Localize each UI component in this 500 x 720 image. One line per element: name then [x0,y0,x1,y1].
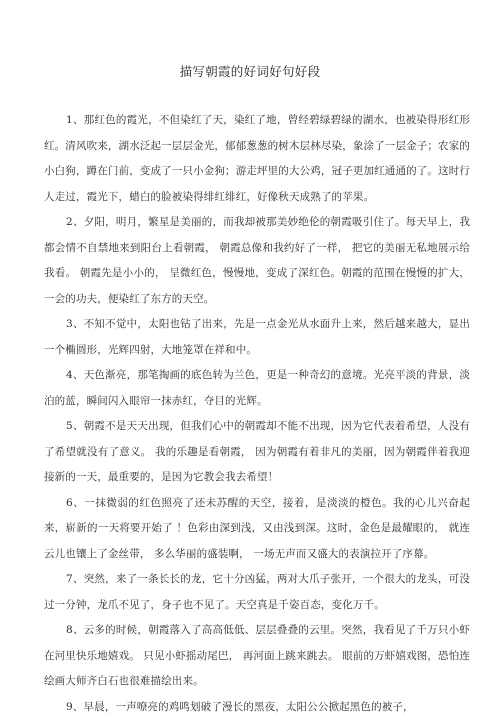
document-body [44,108,470,720]
paragraph-8: 8、云多的时候，朝霞落入了高高低低、层层叠叠的云里。突然，我看见了千万只小虾在河里快乐地嬉戏。 只见小虾摇动尾巴， 再河面上跳来跳去。 眼前的万虾嬉戏图，恐怕连绘画大师齐白石也很难描绘出来。 [44,618,470,695]
paragraph-5: 5、朝霞不是天天出现，但我们心中的朝霞却不能不出现，因为它代表着希望，人没有了希望就没有了意义。 我的乐趣是看朝霞， 因为朝霞有着非凡的美丽，因为朝霞伴着我迎接新的一天，最重要的，是因为它教会我去希望！ [44,414,470,491]
paragraph-4: 4、天色渐亮，那笔掏画的底色转为兰色，更是一种奇幻的意境。光亮平淡的背景，淡泊的蓝，瞬间闪入眼帘一抹赤红，夺目的光辉。 [44,363,470,414]
document-title: 描写朝霞的好词好句好段 [0,62,500,80]
paragraph-7: 7、突然，来了一条长长的龙，它十分凶猛，两对大爪子张开，一个很大的龙头，可没过一分钟，龙爪不见了，身子也不见了。天空真是千姿百态，变化万千。 [44,567,470,618]
paragraph-6: 6、一抹微弱的红色照亮了还未苏醒的天空，接着，是淡淡的橙色。我的心儿兴奋起来，崭新的一天将要开始了 ！色彩由深到浅，又由浅到深。这时，金色是最耀眼的， 就连云儿也镶上了金丝带， 多么华丽的盛装啊， 一场无声而又盛大的表演拉开了序幕。 [44,491,470,568]
paragraph-3: 3、不知不觉中，太阳也钻了出来，先是一点金光从水面升上来，然后越来越大，显出一个椭圆形，光辉四射，大地笼罩在祥和中。 [44,312,470,363]
paragraph-9: 9、早晨，一声嘹亮的鸡鸣划破了漫长的黑夜，太阳公公掀起黑色的被子， [44,695,470,720]
paragraph-1: 1、那红色的霞光，不但染红了天，染红了地，曾经碧绿碧绿的湖水，也被染得形红形红。清风吹来，湖水泛起一层层金光，郁郁葱葱的树木层林尽染，象涂了一层金子；农家的小白狗，蹲在门前，变成了一只小金狗；游走坪里的大公鸡，冠子更加红通通的了。这时行人走过，霞光下，蜡白的脸被染得绯红绯红，好像秋天成熟了的苹果。 [44,108,470,210]
paragraph-2: 2、夕阳，明月，繁星是美丽的，而我却被那美妙绝伦的朝霞吸引住了。每天早上，我都会情不自禁地来到阳台上看朝霞， 朝霞总像和我约好了一样， 把它的美丽无私地展示给我看。 朝霞先是小小的， 呈微红色，慢慢地，变成了深红色。朝霞的范围在慢慢的扩大，一会的功夫，便染红了东方的天空。 [44,210,470,312]
